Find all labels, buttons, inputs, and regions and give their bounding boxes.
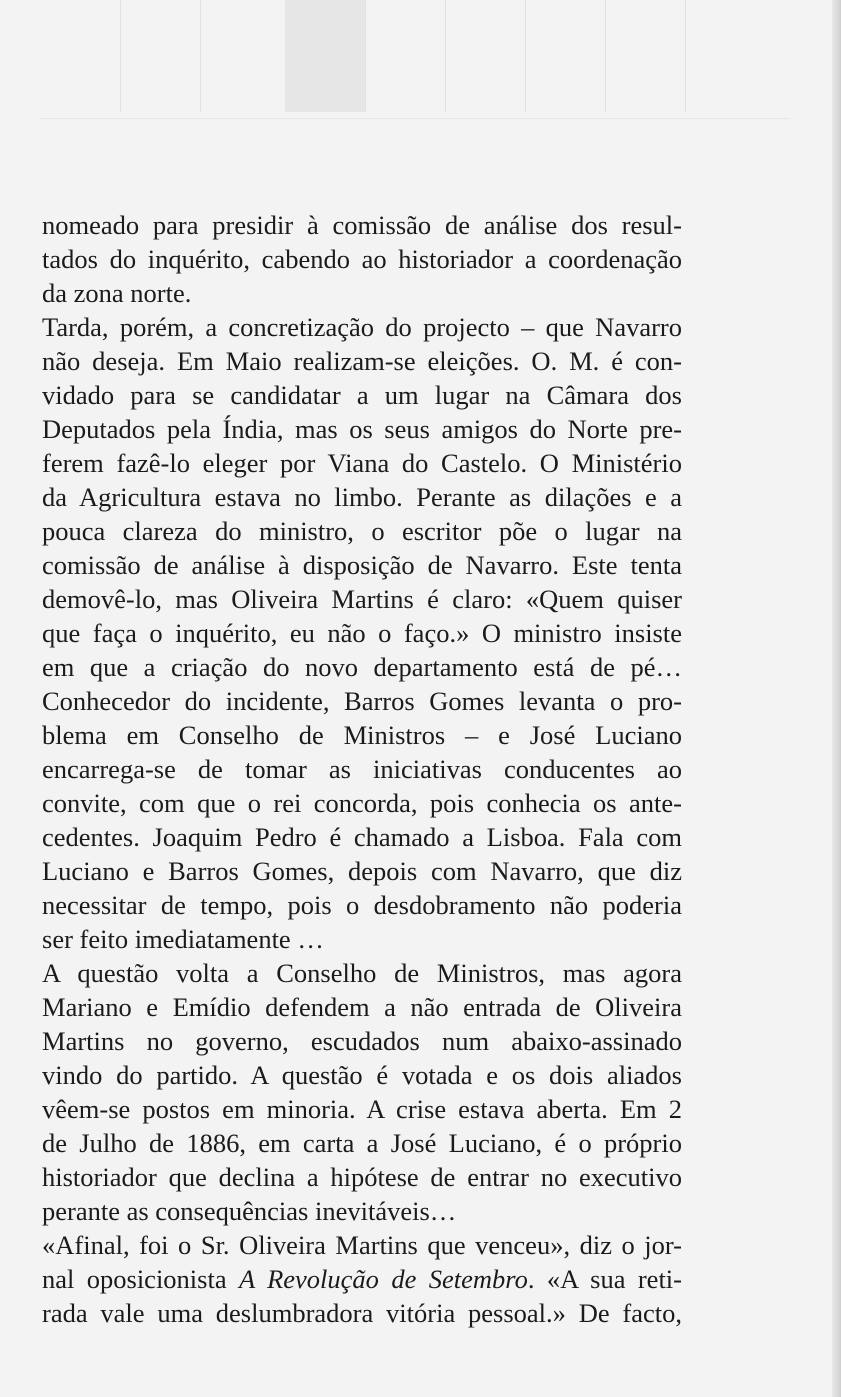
text-line: cedentes. Joaquim Pedro é chamado a Lisboa. Fala com <box>42 822 682 852</box>
text-line: demovê-lo, mas Oliveira Martins é claro: «Quem quiser <box>42 584 682 614</box>
text-line: «Afinal, foi o Sr. Oliveira Martins que venceu», diz o jor- <box>42 1230 682 1260</box>
text-line: historiador que declina a hipótese de entrar no executivo <box>42 1162 682 1192</box>
text-line: vidado para se candidatar a um lugar na Câmara dos <box>42 380 682 410</box>
text-line: necessitar de tempo, pois o desdobramento não poderia <box>42 890 682 920</box>
page-edge <box>832 0 841 1397</box>
text-line: Tarda, porém, a concretização do projecto – que Navarro <box>42 312 682 342</box>
text-line: convite, com que o rei concorda, pois conhecia os ante- <box>42 788 682 818</box>
text-line: comissão de análise à disposição de Navarro. Este tenta <box>42 550 682 580</box>
text-line: vindo do partido. A questão é votada e os dois aliados <box>42 1060 682 1090</box>
text-line: da Agricultura estava no limbo. Perante as dilações e a <box>42 482 682 512</box>
text-line: Deputados pela Índia, mas os seus amigos do Norte pre- <box>42 414 682 444</box>
text-line: perante as consequências inevitáveis… <box>42 1196 457 1226</box>
page-body-text <box>42 208 682 1330</box>
paragraph <box>42 310 682 956</box>
text-line: pouca clareza do ministro, o escritor põe o lugar na <box>42 516 682 546</box>
text-line: tados do inquérito, cabendo ao historiador a coordenação <box>42 244 682 274</box>
text-line: Conhecedor do incidente, Barros Gomes levanta o pro- <box>42 686 682 716</box>
text-line: em que a criação do novo departamento está de pé… <box>42 652 682 682</box>
text-line: de Julho de 1886, em carta a José Luciano, é o próprio <box>42 1128 682 1158</box>
text-line: Luciano e Barros Gomes, depois com Navarro, que diz <box>42 856 682 886</box>
text-line: blema em Conselho de Ministros – e José Luciano <box>42 720 682 750</box>
newspaper-title: A Revolução de Setembro <box>239 1264 528 1294</box>
paragraph <box>42 208 682 310</box>
text-line: vêem-se postos em minoria. A crise estava aberta. Em 2 <box>42 1094 682 1124</box>
text-line: Mariano e Emídio defendem a não entrada de Oliveira <box>42 992 682 1022</box>
text-fragment: . «A sua reti- <box>527 1264 682 1294</box>
text-line: Martins no governo, escudados num abaixo-assinado <box>42 1026 682 1056</box>
text-line: rada vale uma deslumbradora vitória pessoal.» De facto, <box>42 1298 682 1328</box>
text-fragment: nal oposicionista <box>42 1264 239 1294</box>
reverse-page-show-through <box>40 0 790 150</box>
paragraph <box>42 1228 682 1330</box>
text-line: não deseja. Em Maio realizam-se eleições. O. M. é con- <box>42 346 682 376</box>
text-line: ser feito imediatamente … <box>42 924 324 954</box>
text-line <box>42 1262 682 1296</box>
text-line: nomeado para presidir à comissão de análise dos resul- <box>42 210 682 240</box>
text-line: A questão volta a Conselho de Ministros, mas agora <box>42 958 682 988</box>
text-line: encarrega-se de tomar as iniciativas conducentes ao <box>42 754 682 784</box>
text-line: da zona norte. <box>42 278 192 308</box>
paragraph <box>42 956 682 1228</box>
text-line: que faça o inquérito, eu não o faço.» O ministro insiste <box>42 618 682 648</box>
text-line: ferem fazê-lo eleger por Viana do Castelo. O Ministério <box>42 448 682 478</box>
